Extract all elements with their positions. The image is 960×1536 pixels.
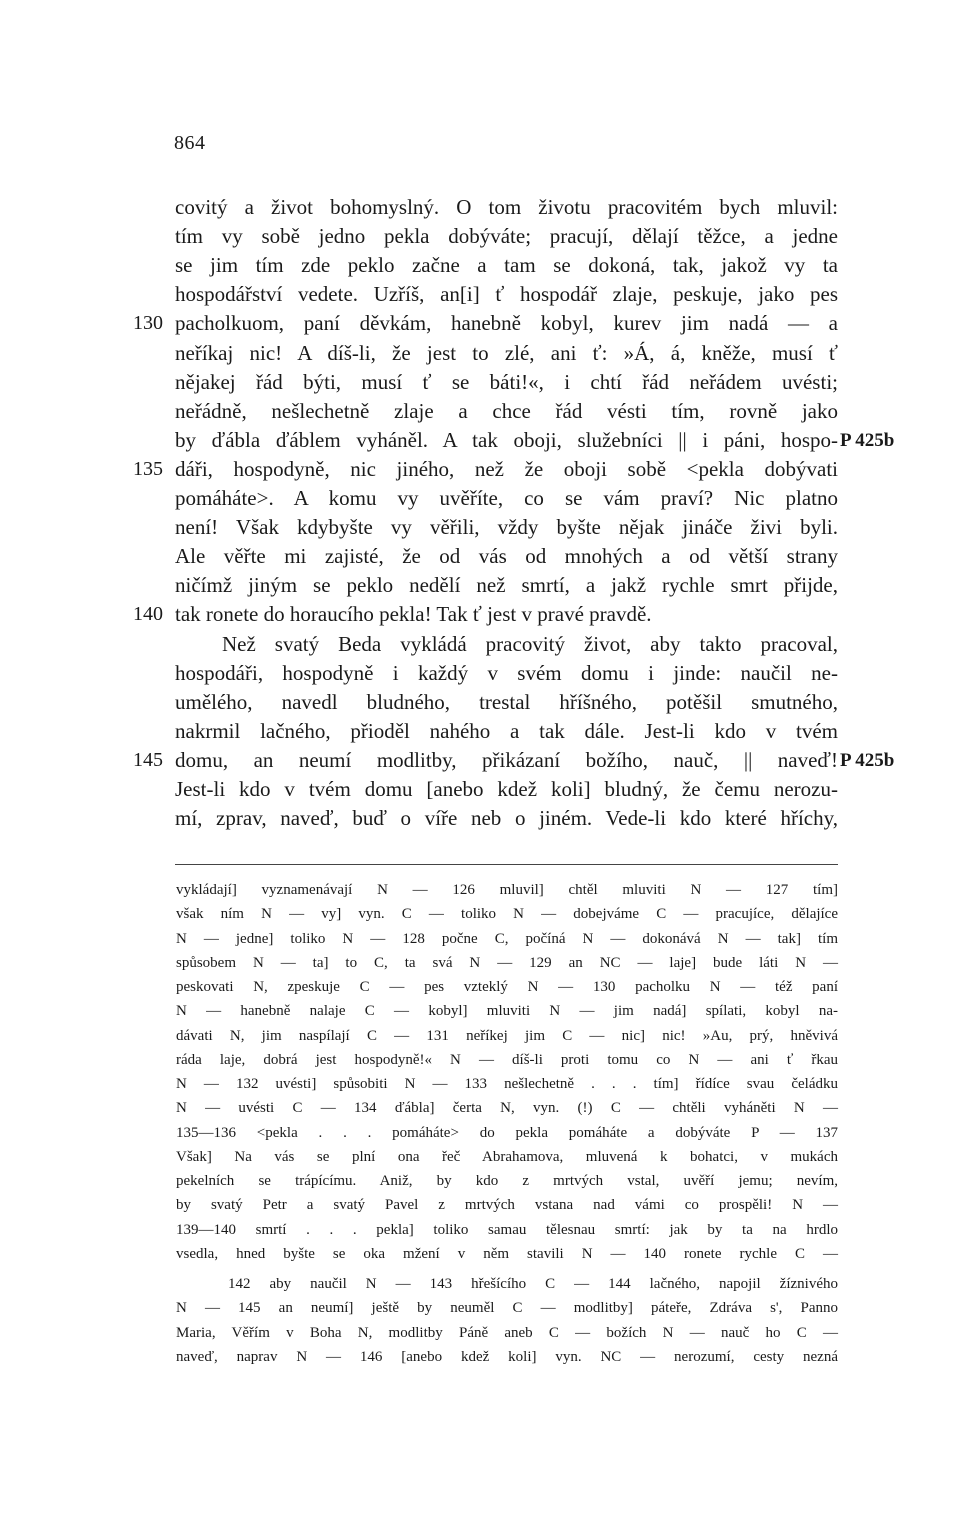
text-line: tím vy sobě jedno pekla dobýváte; pracují, dělají těžce, a jedne — [175, 224, 838, 249]
footnote-line: N — 145 an neumí] ještě by neuměl C — modlitby] páteře, Zdráva s', Panno — [176, 1300, 838, 1317]
line-number: 130 — [133, 312, 163, 335]
footnote-line: však ním N — vy] vyn. C — toliko N — dobejváme C — pracujíce, dělajíce — [176, 906, 838, 923]
line-number: 140 — [133, 603, 163, 626]
footnote-line: 142 aby naučil N — 143 hřešícího C — 144 lačného, napojil žíznivého — [228, 1276, 838, 1292]
text-line: nakrmil lačného, přioděl nahého a tak dále. Jest-li kdo v tvém — [175, 718, 838, 743]
footnote-line: naveď, naprav N — 146 [anebo kdež koli] vyn. NC — nerozumí, cesty nezná — [176, 1348, 838, 1365]
manuscript-folio-ref: P 425b — [840, 749, 895, 771]
footnote-line: N — jedne] toliko N — 128 počne C, počíná N — dokonává N — tak] tím — [176, 930, 838, 947]
text-line: se jim tím zde peklo začne a tam se dokoná, tak, jakož vy ta — [175, 253, 838, 278]
text-line: tak ronete do horaucího pekla! Tak ť jest v pravé pravdě. — [175, 602, 652, 627]
footnote-line: N — 132 uvésti] spůsobiti N — 133 nešlechetně . . . tím] řídíce svau čeládku — [176, 1076, 838, 1092]
text-line: by ďábla ďáblem vyháněl. A tak oboji, služebníci || i páni, hospo- — [175, 427, 838, 452]
text-line: ničímž jiným se peklo nedělí než smrtí, a jakž rychle smrt přijde, — [175, 573, 838, 598]
footnote-line: ráda laje, dobrá jest hospodyně!« N — díš-li proti tomu co N — ani ť řkau — [176, 1051, 838, 1068]
footnote-line: vsedla, hned byšte se oka mžení v něm stavili N — 140 ronete rychle C — — [176, 1245, 838, 1262]
text-line: Než svatý Beda vykládá pracovitý život, aby takto pracoval, — [222, 631, 838, 656]
footnote-line: dávati N, jim naspílají C — 131 neříkej jim C — nic] nic! »Au, prý, hněvivá — [176, 1027, 838, 1044]
text-line: pomáháte>. A komu vy uvěříte, co se vám praví? Nic platno — [175, 486, 838, 510]
text-line: pacholkuom, paní děvkám, hanebně kobyl, kurev jim nadá — a — [175, 311, 838, 336]
line-number: 145 — [133, 748, 163, 771]
text-line: není! Však kdybyšte vy věřili, vždy byšte nějak jináče živi byli. — [175, 515, 838, 540]
text-line: Jest-li kdo v tvém domu [anebo kdež koli] bludný, že čemu nerozu- — [175, 777, 838, 801]
manuscript-folio-ref: P 425b — [840, 429, 895, 451]
text-line: hospodáři, hospodyně i každý v svém domu i jinde: naučil ne- — [175, 660, 838, 685]
footnote-line: Maria, Věřím v Boha N, modlitby Páně aneb C — božích N — nauč ho C — — [176, 1324, 838, 1341]
footnote-line: N — uvésti C — 134 ďábla] čerta N, vyn. (!) C — chtěli vyháněti N — — [176, 1100, 838, 1117]
text-line: umělého, navedl bludného, trestal hříšného, potěšil smutného, — [175, 689, 838, 714]
footnote-line: N — hanebně nalaje C — kobyl] mluviti N — jim nadá] spílati, kobyl na- — [176, 1003, 838, 1020]
footnote-line: Však] Na vás se plní ona řeč Abrahamova, mluvená k bohatci, v mukách — [176, 1148, 838, 1165]
text-line: Ale věřte mi zajisté, že od vás od mnohých a od větší strany — [175, 544, 838, 569]
page-number: 864 — [174, 132, 206, 154]
text-line: neříkaj nic! A díš-li, že jest to zlé, ani ť: »Á, á, kněže, musí ť — [175, 340, 838, 365]
footnote-line: by svatý Petr a svatý Pavel z mrtvých vstana nad vámi co prospěli! N — — [176, 1197, 838, 1214]
text-line: domu, an neumí modlitby, přikázaní božího, nauč, || naveď! — [175, 747, 838, 772]
footnote-line: pekelních se trápícímu. Aniž, by kdo z mrtvých vstal, uvěří jemu; nevím, — [176, 1173, 838, 1189]
text-line: mí, zprav, naveď, buď o víře neb o jiném. Vede-li kdo které hříchy, — [175, 806, 838, 831]
footnote-line: 135—136 <pekla . . . pomáháte> do pekla pomáháte a dobýváte P — 137 — [176, 1124, 838, 1141]
footnote-line: vykládají] vyznamenávají N — 126 mluvil] chtěl mluviti N — 127 tím] — [176, 882, 838, 898]
footnote-line: peskovati N, zpeskuje C — pes vzteklý N — 130 pacholku N — též paní — [176, 979, 838, 995]
line-number: 135 — [133, 457, 163, 480]
text-line: nějakej řád býti, musí ť se báti!«, i chtí řád neřádem uvésti; — [175, 369, 838, 394]
footnote-line: spůsobem N — ta] to C, ta svá N — 129 an NC — laje] bude láti N — — [176, 954, 838, 971]
text-line: hospodářství vedete. Uzříš, an[i] ť hospodář zlaje, peskuje, jako pes — [175, 282, 838, 307]
text-line: dáři, hospodyně, nic jiného, než že oboji sobě <pekla dobývati — [175, 456, 838, 481]
footnote-line: 139—140 smrtí . . . pekla] toliko samau tělesnau smrtí: jak by ta na hrdlo — [176, 1221, 838, 1238]
text-line: neřádně, nešlechetně zlaje a chce řád vésti tím, rovně jako — [175, 398, 838, 423]
text-line: covitý a život bohomyslný. O tom životu pracovitém bych mluvil: — [175, 195, 838, 219]
